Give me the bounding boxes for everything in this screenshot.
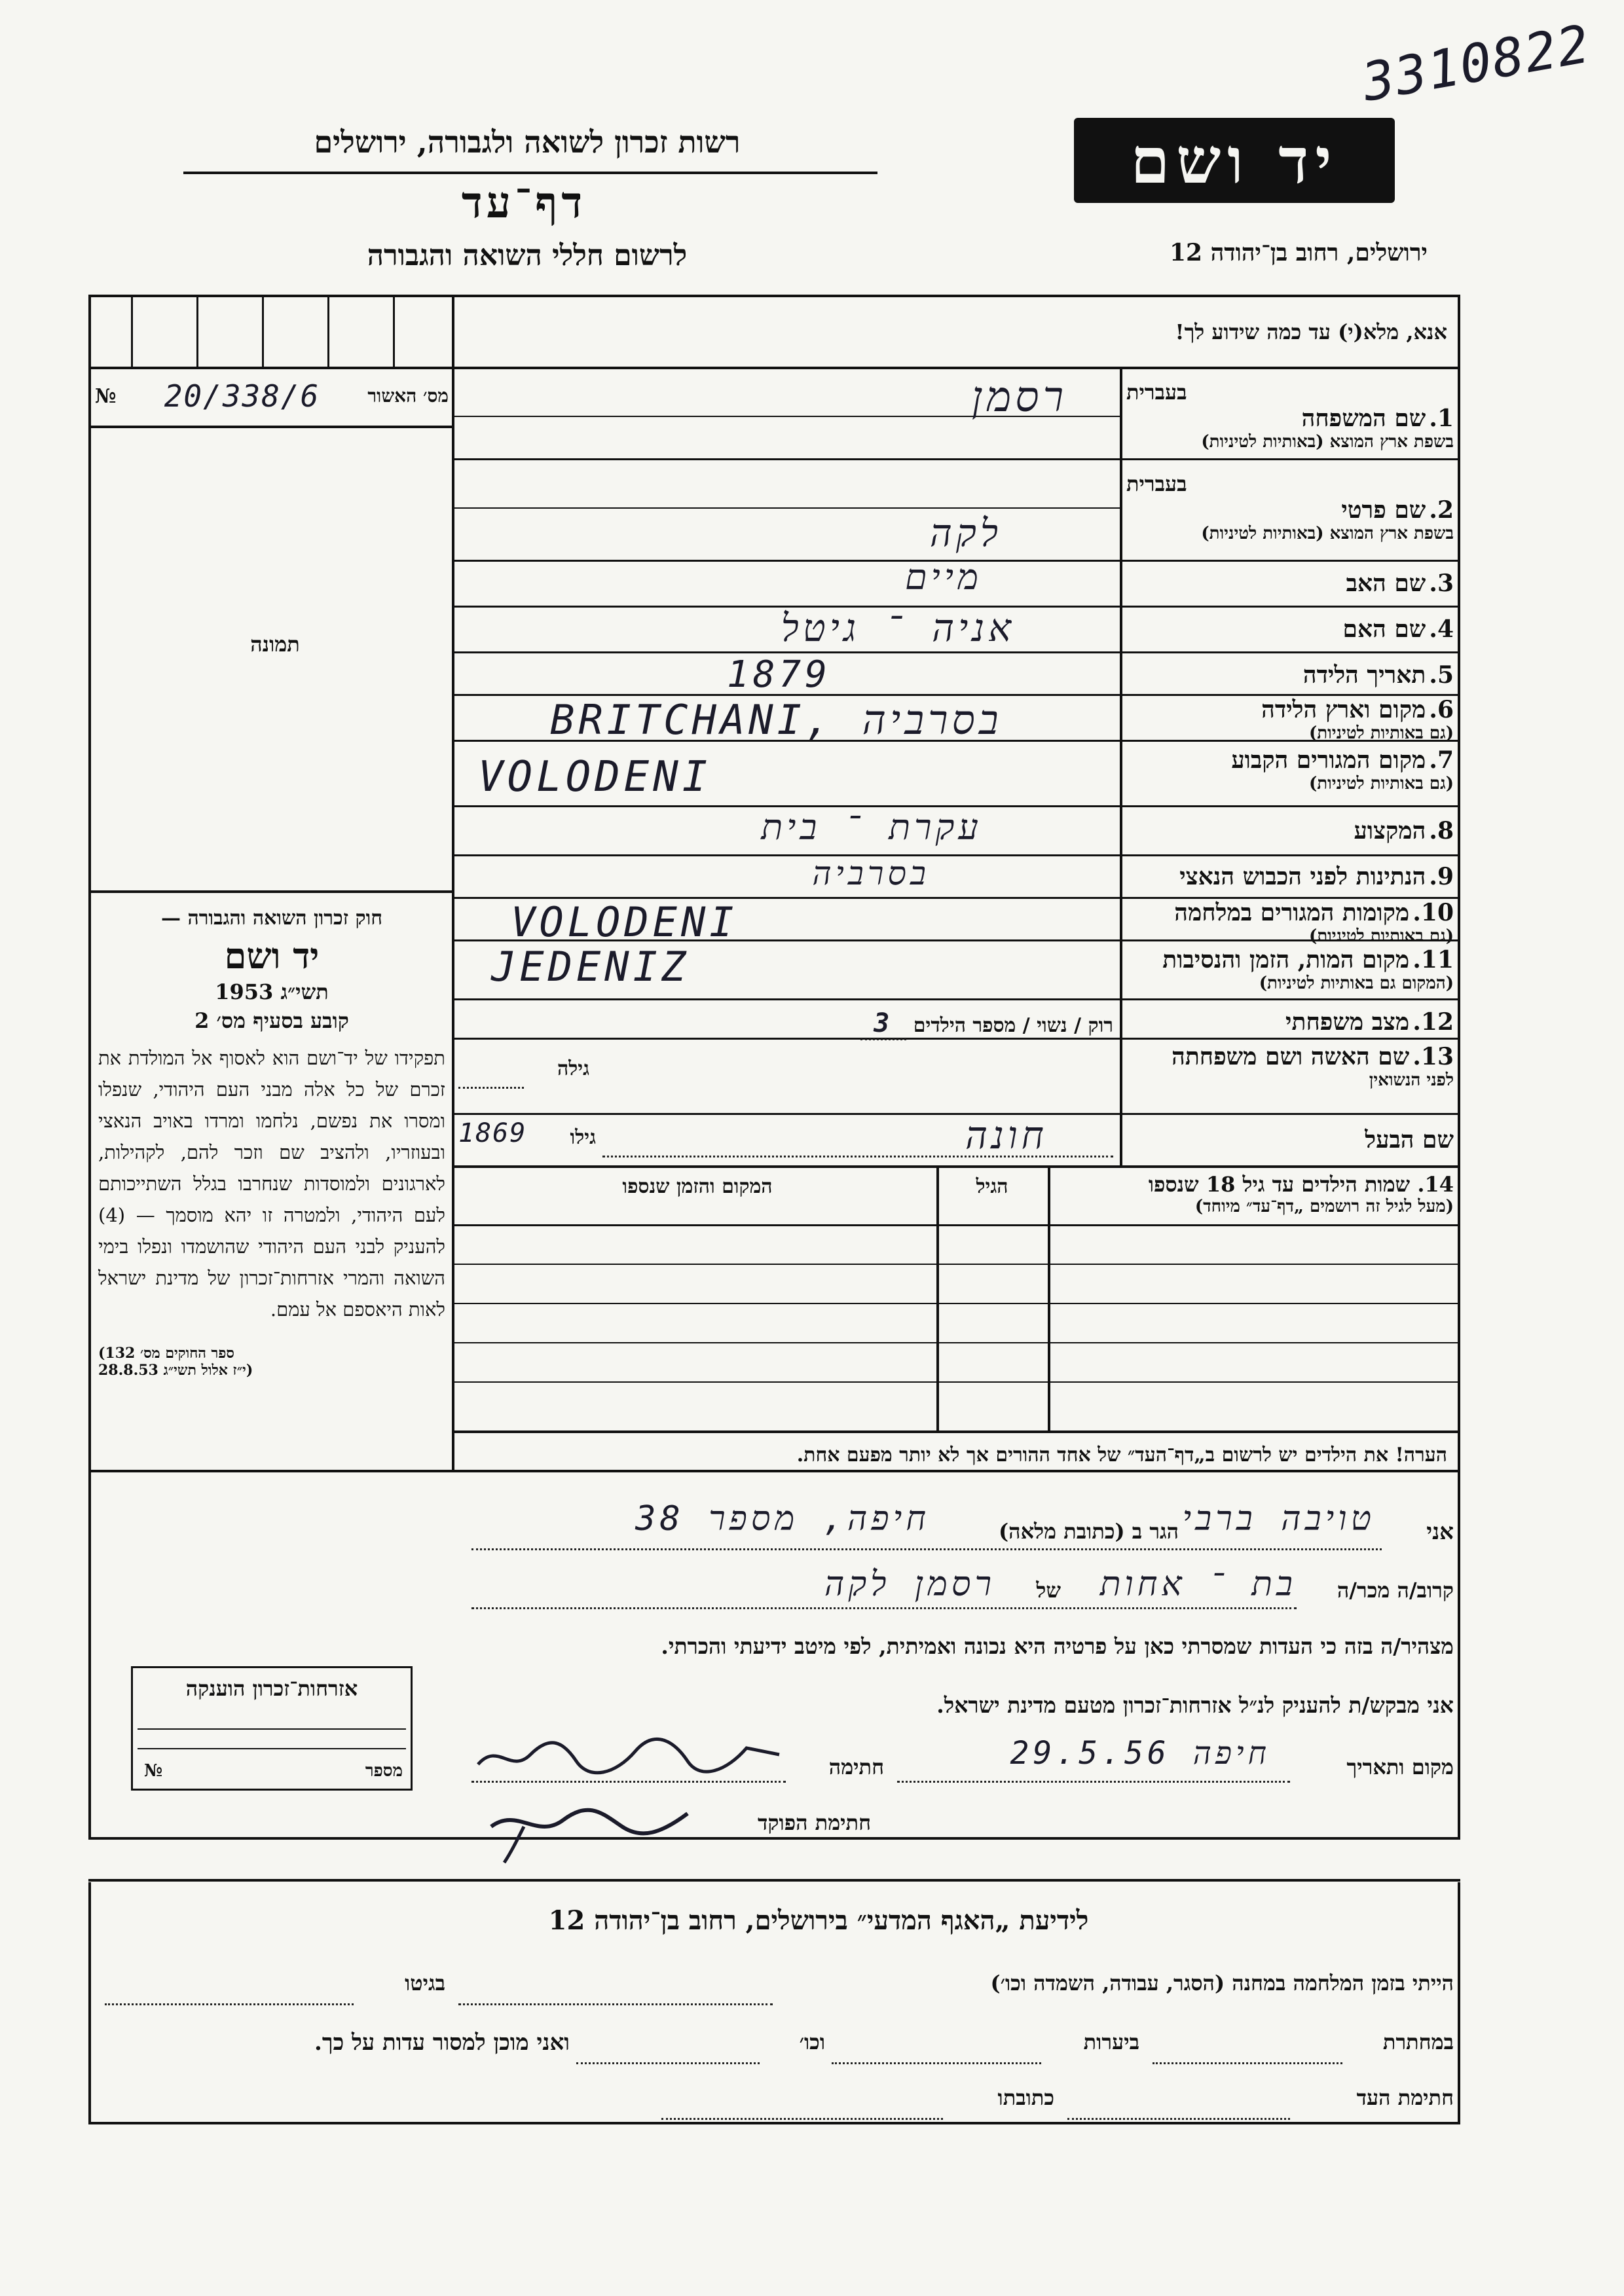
officer-label: חתימת הפוקד (758, 1810, 871, 1835)
footer-title: לידיעת „האגף המדעי״ בירושלים, רחוב בן־יהודה 12 (548, 1905, 1089, 1936)
registration-label: מס׳ האשור (367, 385, 449, 407)
place-date-label: מקום ותאריך (1346, 1755, 1454, 1779)
declarant-name[interactable]: טויבה ברבי (1182, 1499, 1375, 1539)
field-10-value[interactable]: VOLODENI (511, 898, 738, 946)
children-table-title: 14. שמות הילדים עד גיל 18 שנספו (1148, 1172, 1454, 1197)
left-column-divider (452, 295, 454, 1470)
husband-age[interactable]: 1869 (458, 1118, 527, 1148)
husband-age-label: גילו (570, 1126, 596, 1149)
field-7-sub: (גם באותיות לטיניות) (1308, 774, 1454, 793)
children-table-subtitle: (מעל לגיל זה רושמים „דף־עד״ מיוחד) (1194, 1197, 1454, 1216)
place-date-value[interactable]: חיפה 29.5.56 (1010, 1735, 1270, 1772)
declarant-signature (471, 1728, 786, 1781)
field-8-value[interactable]: עקרת ־ בית (761, 807, 982, 848)
field-5-num: 5. (1429, 661, 1454, 689)
registration-symbol: № (95, 384, 117, 408)
field-2-side: בעברית (1126, 471, 1187, 496)
citizenship-number-row (144, 1761, 403, 1781)
field-4-value[interactable]: אניה ־ גיטל (781, 606, 1015, 650)
field-11-sub: (המקום גם באותיות לטיניות) (1259, 974, 1454, 993)
field-8 (1126, 817, 1454, 845)
field-12 (1126, 1008, 1454, 1036)
request-text: אני מבקש/ת להעניק לנ״ל אזרחות־זכרון מטעם מדינת ישראל. (936, 1692, 1454, 1718)
registration-field (95, 376, 449, 416)
law-box (98, 907, 445, 1379)
field-3 (1126, 570, 1454, 597)
field-13-num: 13. (1412, 1043, 1454, 1070)
officer-signature (478, 1787, 701, 1866)
field-7-label: מקום המגורים הקבוע (1231, 746, 1426, 774)
field-3-num: 3. (1429, 570, 1454, 597)
footer-line2-a: במחתרת (1382, 2030, 1454, 2054)
law-body: תפקידו של יד־ושם הוא לאסוף אל המולדת את זכרם של כל אלה מבני העם היהודי, שנפלו ומסרו את נפשם, נלחמו ומרדו באויב הנאצי ובעוזריו, ולהציב שם וזכר להם, לקהילות, לארגונים ולמוסדות שנחרבו בגלל השתייכותם לעם היהודי, ולמטרה זו יהא מוסמך — (4) להעניק לבני העם היהודי שהושמדו ונפלו בימי השואה והמרי אזרחות־זכרון של מדינת ישראל לאות היאספם אל עמם. (98, 1047, 445, 1321)
field-11-value[interactable]: JEDENIZ (491, 943, 690, 991)
field-1-sub: בשפת ארץ המוצא (באותיות לטיניות) (1201, 432, 1454, 452)
field-11-label: מקום המות, הזמן והנסיבות (1162, 946, 1410, 974)
field-2-num: 2. (1429, 496, 1454, 524)
law-source-1: (ספר החוקים מס׳ 132 (98, 1345, 234, 1362)
yad-vashem-logo (1074, 118, 1395, 203)
address: ירושלים, רחוב בן־יהודה 12 (1169, 239, 1428, 266)
signature-label: חתימה (828, 1755, 884, 1779)
citizenship-title: אזרחות־זכרון הוענקה (185, 1676, 358, 1701)
field-7 (1126, 746, 1454, 793)
field-10-label: מקומות המגורים במלחמה (1174, 899, 1410, 926)
field-5-label: תאריך הלידה (1302, 661, 1426, 689)
children-table-header (1054, 1172, 1454, 1216)
field-12-label: מצב משפחתי (1285, 1008, 1410, 1036)
field-7-value[interactable]: VOLODENI (478, 753, 712, 801)
field-8-num: 8. (1429, 817, 1454, 845)
archive-number: 3310822 (1357, 13, 1595, 113)
husband-label: שם הבעל (1365, 1126, 1454, 1154)
note: הערה! את הילדים יש לרשום ב„דף־העד״ של אחד ההורים אך לא יותר מפעם אחת. (796, 1444, 1447, 1467)
law-clause: קובע בסעיף מס׳ 2 (194, 1008, 349, 1033)
field-7-num: 7. (1429, 746, 1454, 774)
declarant-address[interactable]: חיפה, מספר 38 (635, 1499, 930, 1539)
footer-line3-b: כתובתו (997, 2085, 1054, 2110)
field-5-value[interactable]: 1879 (727, 653, 831, 696)
field-6 (1126, 696, 1454, 743)
field-2 (1126, 471, 1454, 543)
declarant-address-label: הגר ב (כתובת מלאה) (999, 1519, 1179, 1544)
field-10-sub: (גם באותיות לטיניות) (1308, 926, 1454, 946)
footer-line1-b: בגיטו (405, 1971, 445, 1995)
of-label: של (1036, 1578, 1061, 1603)
field-10-num: 10. (1412, 899, 1454, 926)
field-4 (1126, 615, 1454, 643)
photo-label: תמונה (250, 632, 300, 657)
law-heading: חוק זכרון השואה והגבורה — (161, 907, 382, 930)
children-col-age: הגיל (976, 1175, 1008, 1198)
field-6-sub: (גם באותיות לטיניות) (1308, 723, 1454, 743)
field-6-num: 6. (1429, 696, 1454, 723)
field-2-sub: בשפת ארץ המוצא (באותיות לטיניות) (1201, 524, 1454, 543)
footer-line1-a: הייתי בזמן המלחמה במחנה (הסגר, עבודה, השמדה וכו׳) (990, 1971, 1454, 1995)
form-title: דף־עד (461, 177, 587, 228)
children-col-place: המקום והזמן שנספו (622, 1175, 773, 1198)
marital-options (655, 1008, 1113, 1038)
footer-line2-c: וכו׳ (799, 2030, 825, 2054)
logo-text: יד ושם (1130, 123, 1338, 198)
instruction: אנא, מלא(י) עד כמה שידוע לך! (1175, 319, 1447, 344)
children-count[interactable]: 3 (860, 1008, 906, 1040)
citizenship-symbol: № (144, 1761, 163, 1781)
registration-value[interactable]: 20/338/6 (164, 378, 320, 414)
wife-age-label: גילה (557, 1057, 589, 1080)
field-11 (1126, 946, 1454, 993)
field-6-value[interactable]: BRITCHANI, בסרביה (550, 696, 1003, 744)
field-9-label: הנתינות לפני הכבוש הנאצי (1179, 863, 1426, 890)
field-5 (1126, 661, 1454, 689)
field-4-num: 4. (1429, 615, 1454, 643)
relation-label: קרוב/ה מכר/ה (1337, 1578, 1454, 1603)
field-3-label: שם האב (1346, 570, 1426, 597)
footer-line2-b: ביערות (1083, 2030, 1139, 2054)
field-3-value[interactable]: מיים (904, 556, 982, 598)
law-name: יד ושם (224, 935, 320, 977)
declaration-text: מצהיר/ה בזה כי העדות שמסרתי כאן על פרטיה היא נכונה ואמיתית, לפי מיטב ידיעתי והכרתי. (661, 1633, 1454, 1659)
field-1-value[interactable]: רסמן (971, 373, 1067, 422)
authority-underline (183, 172, 877, 174)
field-12-num: 12. (1412, 1008, 1454, 1036)
relation-value[interactable]: בת ־ אחות (1099, 1565, 1297, 1604)
declarant-i-label: אני (1426, 1519, 1454, 1545)
field-1 (1126, 380, 1454, 452)
field-13-sub: לפני הנשואין (1369, 1070, 1454, 1090)
field-2-value[interactable]: לקה (929, 511, 1002, 555)
field-1-side: בעברית (1126, 380, 1187, 405)
field-9-num: 9. (1429, 863, 1454, 890)
footer-line3-a: חתימת העד (1356, 2085, 1454, 2110)
marital-options-label: רוק / נשוי / מספר הילדים (913, 1014, 1113, 1037)
field-1-label: שם המשפחה (1301, 405, 1426, 432)
field-13 (1126, 1043, 1454, 1090)
label-column-divider (1120, 367, 1122, 1165)
field-13-label: שם האשה ושם משפחתה (1172, 1043, 1410, 1070)
citizenship-number-label: מספר (365, 1761, 403, 1781)
field-8-label: המקצוע (1354, 817, 1426, 845)
field-10 (1126, 899, 1454, 946)
of-value[interactable]: רסמן לקה (824, 1565, 995, 1604)
field-2-label: שם פרטי (1341, 496, 1426, 524)
field-1-num: 1. (1429, 405, 1454, 432)
footer-line2-d: ואני מוכן למסור עדות על כך. (314, 2030, 570, 2056)
field-9-value[interactable]: בסרביה (812, 854, 930, 892)
authority-line: רשות זכרון לשואה ולגבורה, ירושלים (314, 124, 741, 160)
form-subtitle: לרשום חללי השואה והגבורה (367, 239, 688, 272)
field-9 (1126, 863, 1454, 890)
field-6-label: מקום וארץ הלידה (1261, 696, 1426, 723)
field-11-num: 11. (1412, 946, 1454, 974)
law-year: תשי״ג 1953 (215, 979, 329, 1004)
field-4-label: שם האם (1342, 615, 1426, 643)
husband-name[interactable]: חונה (965, 1113, 1048, 1157)
law-source-2: י״ז אלול תשי״ג 28.8.53) (98, 1362, 253, 1379)
